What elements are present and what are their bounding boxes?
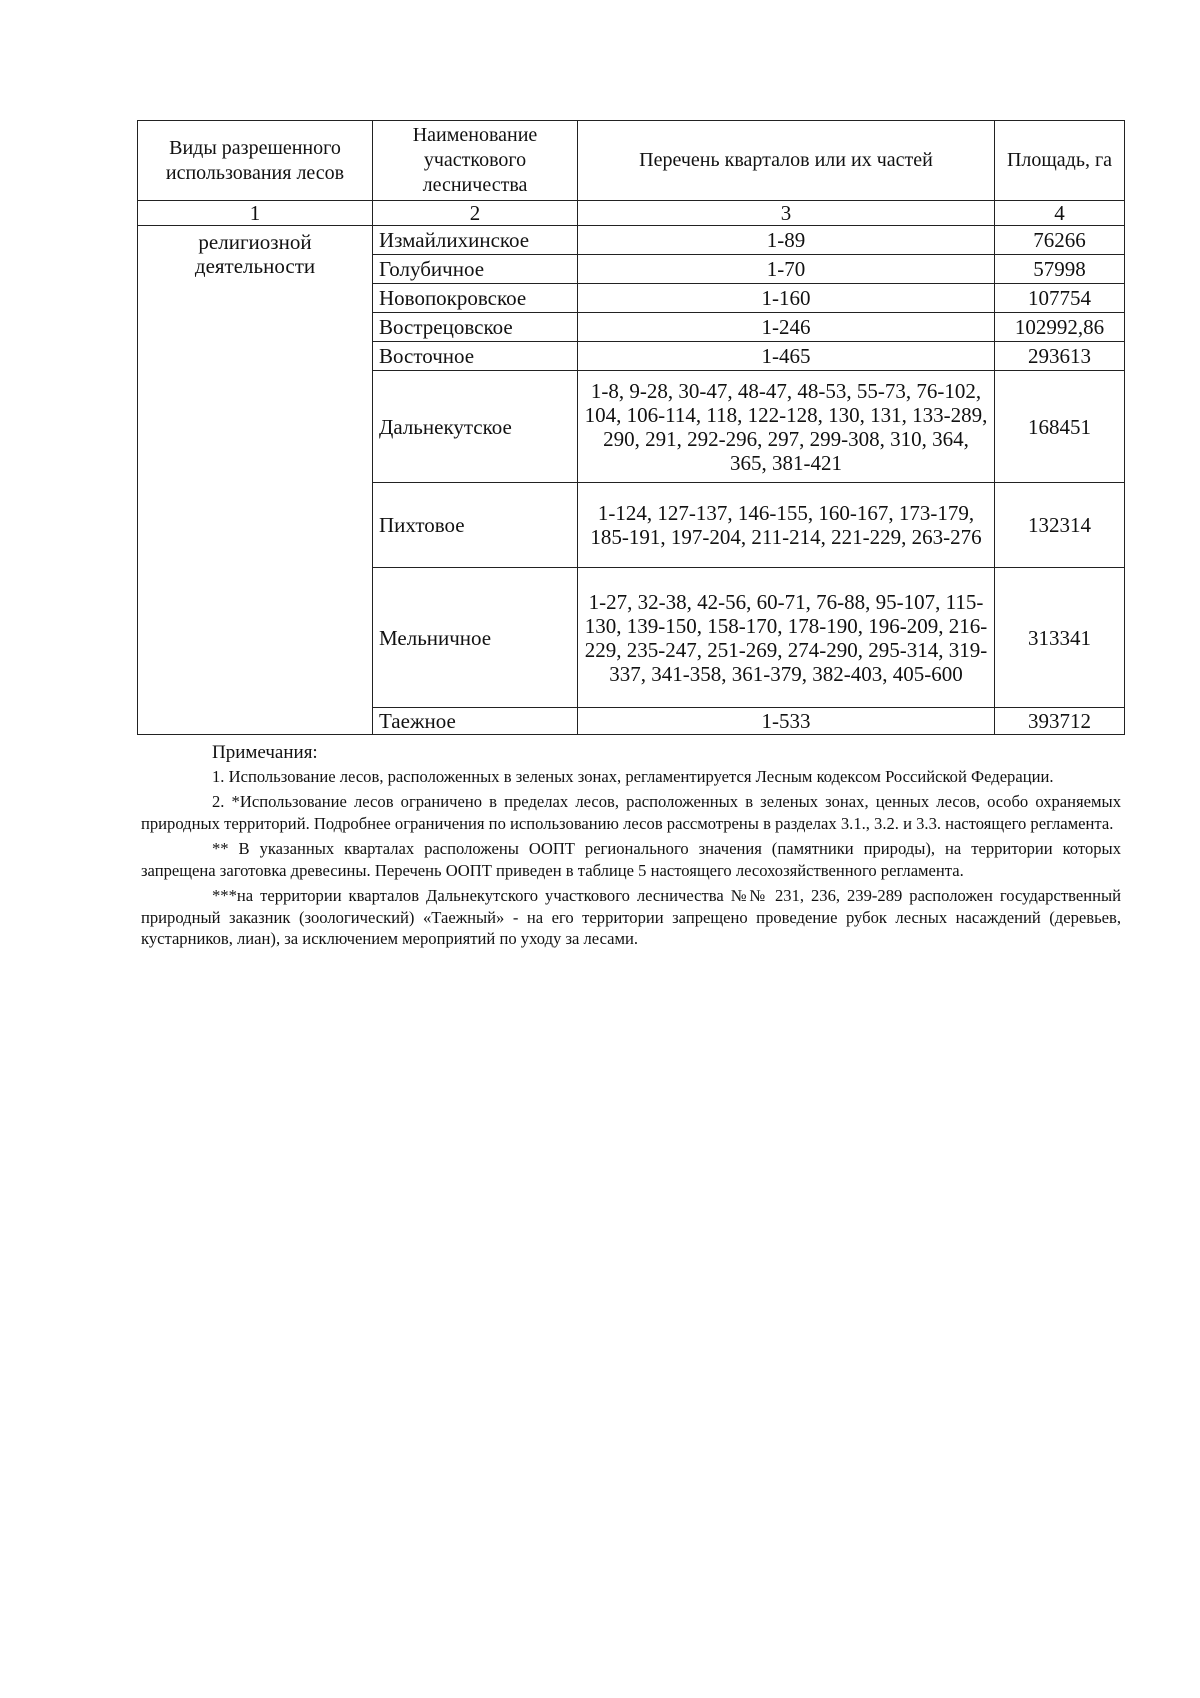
header-quarters: Перечень кварталов или их частей xyxy=(578,121,995,201)
header-area: Площадь, га xyxy=(995,121,1125,201)
area-value: 57998 xyxy=(995,255,1125,284)
notes-title: Примечания: xyxy=(212,742,318,763)
column-number: 1 xyxy=(138,201,373,226)
forestry-name: Голубичное xyxy=(373,255,578,284)
quarters-list: 1-465 xyxy=(578,342,995,371)
area-value: 76266 xyxy=(995,226,1125,255)
forest-use-table xyxy=(137,120,1125,735)
forestry-name: Дальнекутское xyxy=(373,371,578,483)
use-type-cell: религиозной деятельности xyxy=(138,226,373,735)
area-value: 313341 xyxy=(995,568,1125,708)
column-number: 3 xyxy=(578,201,995,226)
area-value: 132314 xyxy=(995,483,1125,568)
area-value: 293613 xyxy=(995,342,1125,371)
quarters-list: 1-89 xyxy=(578,226,995,255)
forestry-name: Таежное xyxy=(373,708,578,735)
quarters-list: 1-533 xyxy=(578,708,995,735)
quarters-list: 1-8, 9-28, 30-47, 48-47, 48-53, 55-73, 76-102, 104, 106-114, 118, 122-128, 130, 131, 133-289, 290, 291, 292-296, 297, 299-308, 310, 364, 365, 381-421 xyxy=(578,371,995,483)
quarters-list: 1-124, 127-137, 146-155, 160-167, 173-179, 185-191, 197-204, 211-214, 221-229, 263-276 xyxy=(578,483,995,568)
quarters-list: 1-160 xyxy=(578,284,995,313)
area-value: 107754 xyxy=(995,284,1125,313)
quarters-list: 1-27, 32-38, 42-56, 60-71, 76-88, 95-107, 115-130, 139-150, 158-170, 178-190, 196-209, 216-229, 235-247, 251-269, 274-290, 295-314, 319-337, 341-358, 361-379, 382-403, 405-600 xyxy=(578,568,995,708)
forestry-name: Вострецовское xyxy=(373,313,578,342)
quarters-list: 1-70 xyxy=(578,255,995,284)
note-item: 2. *Использование лесов ограничено в пределах лесов, расположенных в зеленых зонах, ценных лесов, особо охраняемых природных территорий. Подробнее ограничения по использованию лесов рассмотрены в разделах 3.1., 3.2. и 3.3. настоящего регламента. xyxy=(141,792,1121,833)
area-value: 102992,86 xyxy=(995,313,1125,342)
note-item: 1. Использование лесов, расположенных в зеленых зонах, регламентируется Лесным кодексом Российской Федерации. xyxy=(212,766,1054,786)
table-header-row xyxy=(138,121,1125,201)
notes-section xyxy=(141,742,1121,954)
header-use-type: Виды разрешенного использования лесов xyxy=(138,121,373,201)
quarters-list: 1-246 xyxy=(578,313,995,342)
forestry-name: Мельничное xyxy=(373,568,578,708)
column-number: 4 xyxy=(995,201,1125,226)
column-number-row xyxy=(138,201,1125,226)
forestry-name: Восточное xyxy=(373,342,578,371)
table-row xyxy=(138,226,1125,255)
forestry-name: Измайлихинское xyxy=(373,226,578,255)
note-item: ** В указанных кварталах расположены ООПТ регионального значения (памятники природы), на территории которых запрещена заготовка древесины. Перечень ООПТ приведен в таблице 5 настоящего лесохозяйственного регламента. xyxy=(141,839,1121,880)
note-item: ***на территории кварталов Дальнекутского участкового лесничества №№ 231, 236, 239-289 расположен государственный природный заказник (зоологический) «Таежный» - на его территории запрещено проведение рубок лесных насаждений (деревьев, кустарников, лиан), за исключением мероприятий по уходу за лесами. xyxy=(141,886,1121,948)
column-number: 2 xyxy=(373,201,578,226)
forestry-name: Пихтовое xyxy=(373,483,578,568)
header-forestry-name: Наименование участкового лесничества xyxy=(373,121,578,201)
area-value: 393712 xyxy=(995,708,1125,735)
forestry-name: Новопокровское xyxy=(373,284,578,313)
area-value: 168451 xyxy=(995,371,1125,483)
